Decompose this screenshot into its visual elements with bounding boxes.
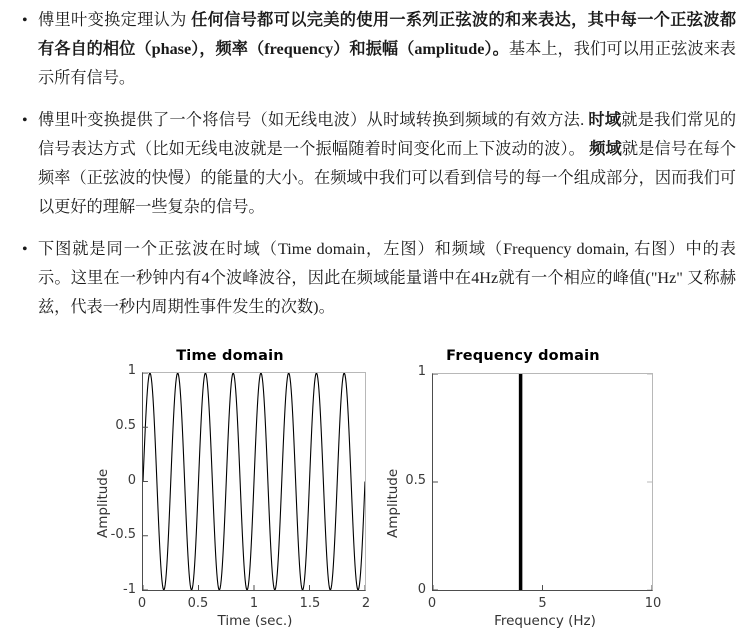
- frequency-domain-x-axis-label: Frequency (Hz): [494, 613, 596, 629]
- bullet-dot-icon: [22, 106, 28, 135]
- frequency-domain-spike-bar: [433, 374, 652, 590]
- time-domain-chart-title: Time domain: [176, 348, 284, 364]
- frequency-domain-chart-title: Frequency domain: [446, 348, 600, 364]
- time-domain-y-tick-1: 1: [127, 363, 136, 378]
- emphasis-text: 时域: [588, 111, 622, 129]
- emphasis-text: 任何信号都可以完美的使用一系列正弦波的和来表达，其中每一个正弦波都有各自的相位（phase），频率（frequency）和振幅（amplitude）。: [38, 11, 737, 58]
- time-domain-x-tick-1: 1: [249, 596, 259, 611]
- body-text: 下图就是同一个正弦波在时域（Time domain，左图）和频域（Frequency domain, 右图）中的表示。这里在一秒钟内有4个波峰波谷，因此在频域能量谱中在4Hz就有一个相应的峰值("Hz" 又称赫兹，代表一秒内周期性事件发生的次数)。: [38, 240, 736, 316]
- bullet-dot-icon: [22, 6, 28, 35]
- frequency-domain-chart-panel: [378, 338, 668, 644]
- time-domain-y-tick-0_5: 0.5: [115, 417, 136, 433]
- body-text: 就是我们常见的信号表达方式（比如无线电波就是一个振幅随着时间变化而上下波动的波）。: [38, 111, 737, 158]
- time-domain-sine-curve: [143, 373, 365, 590]
- frequency-domain-x-tick-10: 10: [644, 596, 662, 611]
- bullet-figure-description: [10, 235, 736, 322]
- frequency-domain-y-tick-0: 0: [417, 582, 426, 597]
- time-domain-x-tick-1_5: 1.5: [299, 596, 321, 611]
- body-text: 就是信号在每个频率（正弦波的快慢）的能量的大小。在频域中我们可以看到信号的每一个组成部分，因而我们可以更好的理解一些复杂的信号。: [38, 140, 737, 216]
- time-domain-plot-area: [142, 372, 366, 591]
- time-domain-x-tick-0: 0: [137, 596, 147, 611]
- time-domain-y-axis-label: Amplitude: [95, 468, 111, 538]
- time-domain-x-axis-label: Time (sec.): [217, 613, 293, 629]
- time-domain-y-tick-neg0_5: -0.5: [110, 527, 136, 543]
- frequency-domain-y-tick-1: 1: [417, 364, 426, 379]
- body-text: 基本上，我们可以用正弦波来表示所有信号。: [38, 40, 736, 87]
- time-domain-y-tick-0: 0: [127, 472, 136, 488]
- frequency-domain-x-tick-5: 5: [538, 596, 547, 611]
- bullet-time-freq-domain: [10, 106, 736, 222]
- frequency-domain-y-axis-label: Amplitude: [385, 468, 401, 538]
- bullet-dot-icon: [22, 235, 28, 264]
- body-text: 傅里叶变换定理认为: [38, 11, 192, 29]
- time-domain-x-tick-2: 2: [361, 596, 371, 611]
- figure-container: [0, 338, 746, 644]
- time-domain-x-tick-0_5: 0.5: [187, 596, 209, 611]
- time-domain-y-tick-neg1: -1: [123, 582, 136, 597]
- body-text: 傅里叶变换提供了一个将信号（如无线电波）从时域转换到频域的有效方法.: [38, 111, 589, 129]
- time-domain-chart-panel: [85, 338, 375, 644]
- frequency-domain-x-tick-0: 0: [427, 596, 437, 611]
- frequency-domain-plot-area: [432, 373, 653, 591]
- emphasis-text: 频域: [589, 140, 622, 158]
- frequency-domain-y-tick-0_5: 0.5: [405, 473, 426, 488]
- bullet-fourier-theorem: [10, 6, 736, 93]
